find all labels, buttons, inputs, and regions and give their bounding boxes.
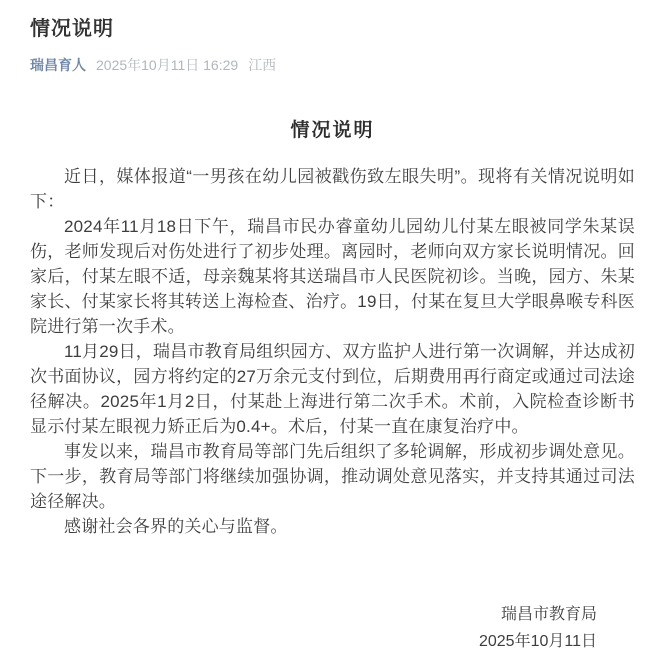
- statement-image[interactable]: [0, 119, 650, 655]
- signature-block: [30, 601, 635, 655]
- statement-body: [30, 164, 635, 539]
- publish-timestamp: 2025年10月11日 16:29: [96, 57, 239, 73]
- article-header: [0, 0, 650, 74]
- statement-paragraph: 事发以来，瑞昌市教育局等部门先后组织了多轮调解，形成初步调处意见。下一步，教育局等部门将继续加强协调，推动调处意见落实，并支持其通过司法途径解决。: [30, 442, 635, 511]
- publish-location: 江西: [248, 57, 277, 73]
- statement-paragraph: 11月29日，瑞昌市教育局组织园方、双方监护人进行第一次调解，并达成初次书面协议，园方将约定的27万余元支付到位，后期费用再行商定或通过司法途径解决。2025年1月2日，付某赴上海进行第二次手术。术前，入院检查诊断书显示付某左眼视力矫正后为0.4+。术后，付某一直在康复治疗中。: [30, 342, 635, 436]
- article-title: 情况说明: [30, 18, 114, 40]
- signature-date: 2025年10月11日: [478, 633, 597, 650]
- statement-paragraph: 感谢社会各界的关心与监督。: [64, 517, 288, 536]
- signature-org: 瑞昌市教育局: [500, 606, 597, 623]
- statement-title: 情况说明: [290, 120, 375, 141]
- author-link[interactable]: 瑞昌育人: [30, 57, 86, 73]
- byline: [30, 56, 620, 74]
- statement-paragraph: 2024年11月18日下午，瑞昌市民办睿童幼儿园幼儿付某左眼被同学朱某误伤，老师发现后对伤处进行了初步处理。离园时，老师向双方家长说明情况。回家后，付某左眼不适，母亲魏某将其送瑞昌市人民医院初诊。当晚，园方、朱某家长、付某家长将其转送上海检查、治疗。19日，付某在复旦大学眼鼻喉专科医院进行第一次手术。: [30, 217, 635, 336]
- statement-paragraph: 近日，媒体报道“一男孩在幼儿园被戳伤致左眼失明”。现将有关情况说明如下：: [30, 167, 635, 211]
